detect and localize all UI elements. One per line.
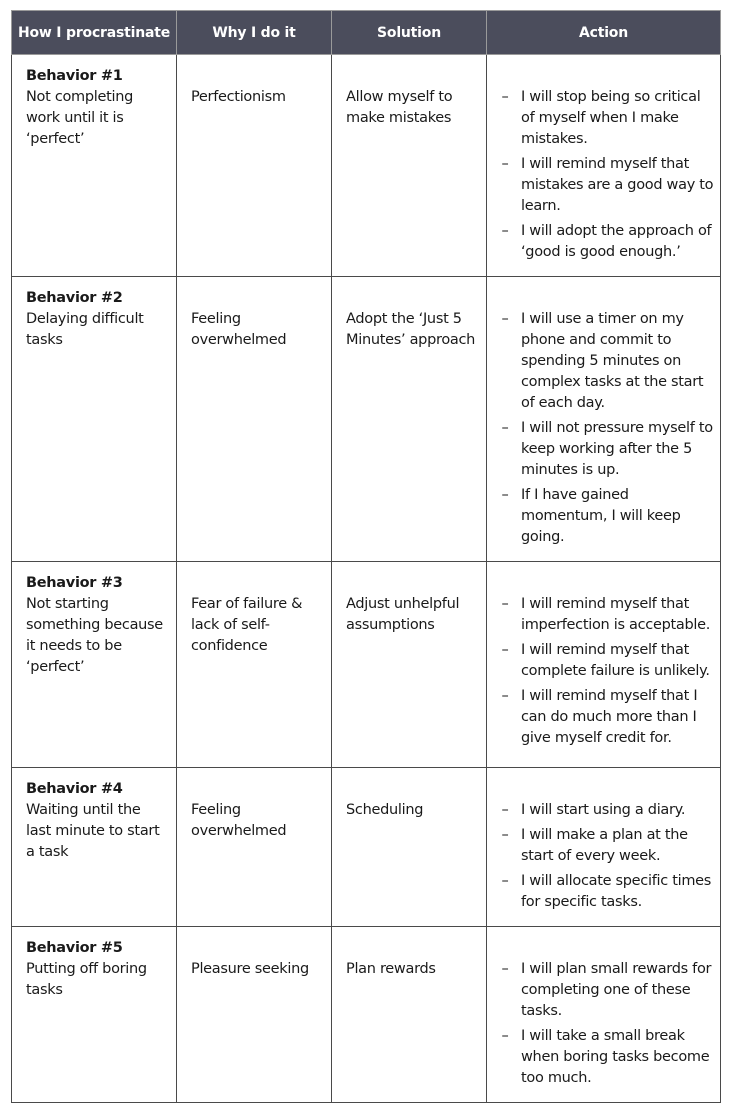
why-cell xyxy=(177,277,332,562)
why-cell xyxy=(177,55,332,277)
behavior-label: Behavior #2 xyxy=(26,290,123,306)
why-cell xyxy=(177,768,332,927)
solution-text: Adopt the ‘Just 5 Minutes’ approach xyxy=(346,311,476,348)
action-text: I will use a timer on my phone and commit to spending 5 minutes on complex tasks at the start of each day. xyxy=(521,311,704,411)
behavior-cell xyxy=(12,562,177,768)
dash-bullet-icon: – xyxy=(501,802,509,818)
action-item xyxy=(499,686,714,749)
behavior-label: Behavior #3 xyxy=(26,575,123,591)
action-item xyxy=(499,309,714,414)
dash-bullet-icon: – xyxy=(501,688,509,704)
dash-bullet-icon: – xyxy=(501,311,509,327)
why-text: Feeling overwhelmed xyxy=(191,802,287,839)
why-cell xyxy=(177,562,332,768)
action-item xyxy=(499,640,714,682)
table-row xyxy=(12,55,721,277)
dash-bullet-icon: – xyxy=(501,223,509,239)
action-cell xyxy=(487,277,721,562)
behavior-cell xyxy=(12,55,177,277)
action-item xyxy=(499,800,714,821)
why-text: Feeling overwhelmed xyxy=(191,311,287,348)
action-text: I will remind myself that I can do much more than I give myself credit for. xyxy=(521,688,698,746)
table-body xyxy=(12,55,721,1103)
action-cell xyxy=(487,55,721,277)
action-item xyxy=(499,485,714,548)
solution-text: Plan rewards xyxy=(346,961,436,977)
action-list xyxy=(499,87,714,263)
action-text: I will remind myself that mistakes are a good way to learn. xyxy=(521,156,714,214)
action-item xyxy=(499,87,714,150)
solution-cell xyxy=(332,562,487,768)
action-text: I will remind myself that complete failure is unlikely. xyxy=(521,642,710,679)
solution-text: Allow myself to make mistakes xyxy=(346,89,453,126)
action-text: I will remind myself that imperfection is acceptable. xyxy=(521,596,711,633)
action-text: I will adopt the approach of ‘good is good enough.’ xyxy=(521,223,712,260)
behavior-cell xyxy=(12,927,177,1103)
table-header xyxy=(12,11,721,55)
behavior-label: Behavior #1 xyxy=(26,68,123,84)
dash-bullet-icon: – xyxy=(501,596,509,612)
action-list xyxy=(499,800,714,913)
action-item xyxy=(499,825,714,867)
table-row xyxy=(12,562,721,768)
dash-bullet-icon: – xyxy=(501,420,509,436)
header-action: Action xyxy=(487,11,721,55)
behavior-description: Not starting something because it needs to be ‘perfect’ xyxy=(26,596,163,675)
behavior-description: Delaying difficult tasks xyxy=(26,311,144,348)
action-cell xyxy=(487,927,721,1103)
action-text: I will take a small break when boring tasks become too much. xyxy=(521,1028,710,1086)
why-text: Perfectionism xyxy=(191,89,286,105)
action-text: I will allocate specific times for specific tasks. xyxy=(521,873,712,910)
action-text: I will not pressure myself to keep working after the 5 minutes is up. xyxy=(521,420,713,478)
action-item xyxy=(499,418,714,481)
solution-cell xyxy=(332,927,487,1103)
header-row xyxy=(12,11,721,55)
dash-bullet-icon: – xyxy=(501,1028,509,1044)
behavior-description: Not completing work until it is ‘perfect’ xyxy=(26,89,134,147)
action-item xyxy=(499,871,714,913)
behavior-label: Behavior #4 xyxy=(26,781,123,797)
behavior-cell xyxy=(12,768,177,927)
procrastination-plan-table xyxy=(11,10,721,1103)
dash-bullet-icon: – xyxy=(501,156,509,172)
header-how-i-procrastinate: How I procrastinate xyxy=(12,11,177,55)
action-text: I will make a plan at the start of every week. xyxy=(521,827,688,864)
solution-cell xyxy=(332,55,487,277)
why-text: Fear of failure & lack of self-confidence xyxy=(191,596,303,654)
solution-text: Adjust unhelpful assumptions xyxy=(346,596,460,633)
dash-bullet-icon: – xyxy=(501,827,509,843)
action-item xyxy=(499,594,714,636)
action-text: If I have gained momentum, I will keep going. xyxy=(521,487,681,545)
action-text: I will stop being so critical of myself when I make mistakes. xyxy=(521,89,701,147)
action-list xyxy=(499,594,714,749)
behavior-label: Behavior #5 xyxy=(26,940,123,956)
table-row xyxy=(12,927,721,1103)
dash-bullet-icon: – xyxy=(501,89,509,105)
dash-bullet-icon: – xyxy=(501,873,509,889)
header-solution: Solution xyxy=(332,11,487,55)
solution-cell xyxy=(332,277,487,562)
dash-bullet-icon: – xyxy=(501,487,509,503)
solution-cell xyxy=(332,768,487,927)
action-text: I will start using a diary. xyxy=(521,802,686,818)
action-text: I will plan small rewards for completing one of these tasks. xyxy=(521,961,712,1019)
header-why-i-do-it: Why I do it xyxy=(177,11,332,55)
table-row xyxy=(12,768,721,927)
why-text: Pleasure seeking xyxy=(191,961,309,977)
action-cell xyxy=(487,768,721,927)
table-row xyxy=(12,277,721,562)
behavior-description: Putting off boring tasks xyxy=(26,961,147,998)
behavior-description: Waiting until the last minute to start a task xyxy=(26,802,160,860)
action-item xyxy=(499,154,714,217)
solution-text: Scheduling xyxy=(346,802,424,818)
action-list xyxy=(499,959,714,1089)
action-item xyxy=(499,959,714,1022)
action-item xyxy=(499,221,714,263)
dash-bullet-icon: – xyxy=(501,642,509,658)
dash-bullet-icon: – xyxy=(501,961,509,977)
action-list xyxy=(499,309,714,548)
behavior-cell xyxy=(12,277,177,562)
action-cell xyxy=(487,562,721,768)
action-item xyxy=(499,1026,714,1089)
why-cell xyxy=(177,927,332,1103)
